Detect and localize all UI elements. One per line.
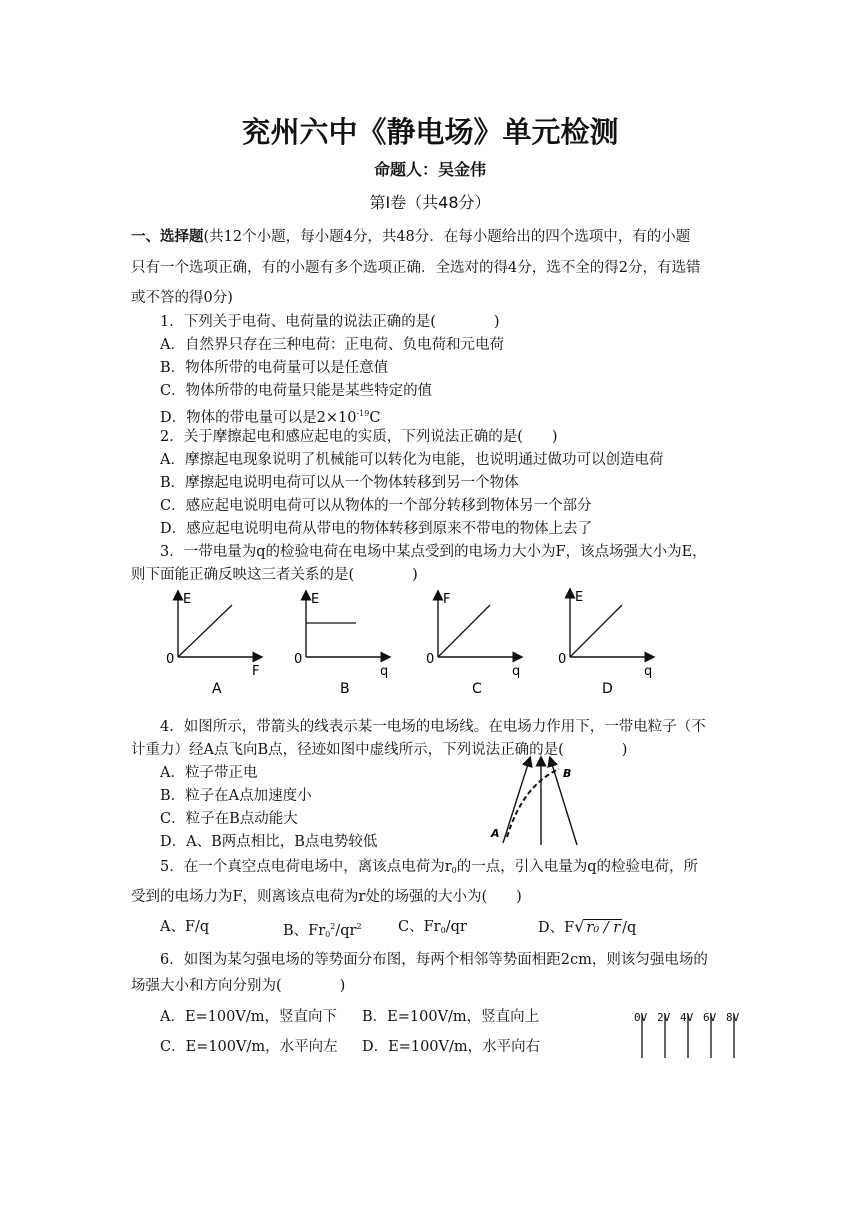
q6-option-b: B．E=100V/m，竖直向上 [362,1009,540,1025]
q6-stem-line-1: 6．如图为某匀强电场的等势面分布图，每两个相邻等势面相距2cm，则该匀强电场的 [160,952,708,968]
q2-option-c: C．感应起电说明电荷可以从物体的一个部分转移到物体另一个部分 [160,498,592,514]
q2-option-d: D．感应起电说明电荷从带电的物体转移到原来不带电的物体上去了 [160,521,593,537]
graph-b-origin: 0 [294,652,303,667]
potential-label-2v: 2V [657,1011,671,1024]
q2-option-a: A．摩擦起电现象说明了机械能可以转化为电能，也说明通过做功可以创造电荷 [160,452,664,468]
graph-a-label: A [212,681,222,697]
q6-option-c: C．E=100V/m，水平向左 [160,1039,338,1055]
graph-a-origin: 0 [166,652,175,667]
q5-option-d: D、F√ r₀ / r /q [538,917,637,936]
graph-d-line [570,605,622,657]
graph-c-origin: 0 [426,652,435,667]
q3-stem-line-2: 则下面能正确反映这三者关系的是( ) [131,567,418,583]
section-heading: 一、选择题 [131,228,204,245]
graph-d-label: D [602,681,613,697]
graph-b [294,592,388,697]
part-heading: 第Ⅰ卷（共48分） [369,193,491,212]
q4-stem-line-1: 4．如图所示，带箭头的线表示某一电场的电场线。在电场力作用下，一带电粒子（不 [160,719,706,735]
q1-option-c: C．物体所带的电荷量只能是某些特定的值 [160,383,433,399]
q2-stem: 2．关于摩擦起电和感应起电的实质，下列说法正确的是( ) [160,429,558,445]
q4-stem-line-2: 计重力）经A点飞向B点，径迹如图中虚线所示，下列说法正确的是( ) [131,742,628,758]
graph-d [558,590,652,697]
q1-option-d: D．物体的带电量可以是$2\times 10^{-19}C$ [160,409,381,426]
graph-c-line [438,605,490,657]
graph-c [426,592,520,697]
q4-option-b: B．粒子在A点加速度小 [160,788,312,804]
q5-option-b: B、$Fr_0^2/qr^2$ [283,922,362,939]
q6-option-d: D．E=100V/m，水平向右 [362,1039,541,1055]
graph-a-x-label: F [252,664,260,679]
q5-option-c: C、$Fr_0/qr$ [398,919,467,935]
sqrt-radicand: r₀ / r [586,920,621,936]
graph-a-line [178,605,232,657]
q6-stem-line-2: 场强大小和方向分别为( ) [131,978,346,994]
q1-option-a: A．自然界只存在三种电荷：正电荷、负电荷和元电荷 [160,337,504,353]
q5-stem-line-2: 受到的电场力为F，则离该点电荷为r处的场强的大小为( ) [131,889,522,905]
q1-stem: 1．下列关于电荷、电荷量的说法正确的是( ) [160,314,500,330]
graph-b-y-label: E [311,592,320,607]
section-intro-line-1: 一、选择题(共12个小题，每小题4分，共48分．在每小题给出的四个选项中，有的小题 [131,228,691,245]
q4-option-d: D．A、B两点相比，B点电势较低 [160,834,378,850]
section-intro-line-3: 或不答的得0分) [131,290,233,306]
q3-graphs [160,585,680,700]
q4-option-a: A．粒子带正电 [160,765,258,781]
graph-b-label: B [340,681,350,697]
potential-label-8v: 8V [726,1011,740,1024]
q6-option-a: A．E=100V/m，竖直向下 [160,1009,337,1025]
field-line-left [503,761,529,843]
section-intro-line-2: 只有一个选项正确，有的小题有多个选项正确．全选对的得4分，选不全的得2分，有选错 [131,260,701,276]
potential-label-0v: 0V [634,1011,648,1024]
page-title: 兖州六中《静电场》单元检测 [241,115,619,149]
q2-option-b: B．摩擦起电说明电荷可以从一个物体转移到另一个物体 [160,475,519,491]
q5-option-a: A、F/q [160,919,210,935]
particle-trajectory [507,769,559,837]
point-a-label: A [491,827,500,840]
q3-stem-line-1: 3．一带电量为q的检验电荷在电场中某点受到的电场力大小为F，该点场强大小为E， [160,544,707,560]
graph-a [166,592,259,697]
graph-d-y-label: E [575,590,584,605]
point-b-label: B [563,767,572,780]
graph-c-x-label: q [512,664,521,679]
q5-stem-line-1: 5．在一个真空点电荷电场中，离该点电荷为$r_0$的一点，引入电量为q的检验电荷，所 [160,859,699,875]
potential-label-6v: 6V [703,1011,717,1024]
q1-option-b: B．物体所带的电荷量可以是任意值 [160,360,389,376]
graph-d-x-label: q [644,664,653,679]
q4-field-lines-figure [485,755,590,850]
author-line: 命题人：吴金伟 [373,160,486,179]
q4-option-c: C．粒子在B点动能大 [160,811,298,827]
graph-a-y-label: E [183,592,192,607]
graph-d-origin: 0 [558,652,567,667]
potential-label-4v: 4V [680,1011,694,1024]
graph-c-y-label: F [443,592,451,607]
graph-c-label: C [472,681,482,697]
graph-b-x-label: q [380,664,389,679]
